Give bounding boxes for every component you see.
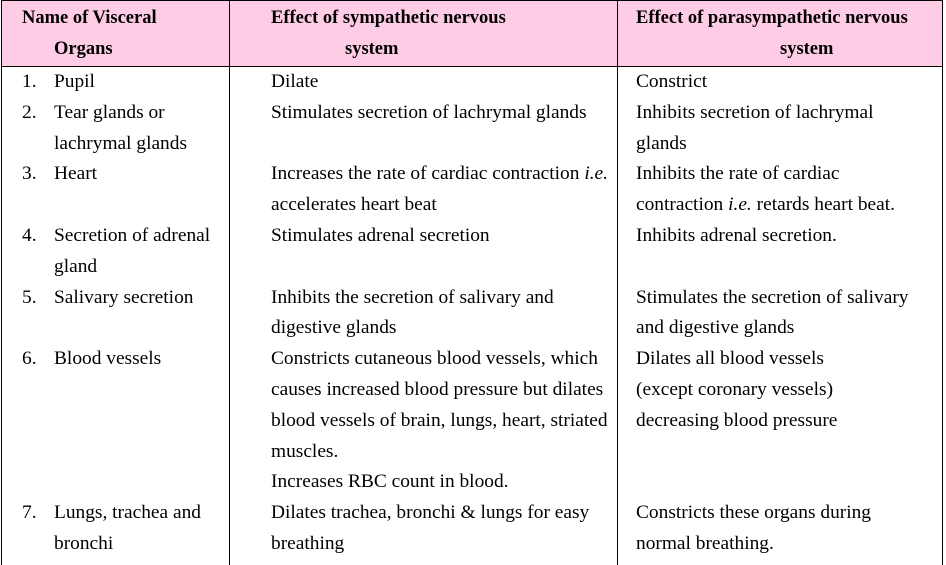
parasympathetic-line: Dilates all blood vessels	[636, 348, 824, 370]
organ-line: Blood vessels	[54, 348, 162, 370]
header-line: system	[780, 39, 834, 59]
organ-name	[54, 283, 229, 314]
sympathetic-text: Increases the rate of cardiac contraction	[271, 163, 580, 185]
parasympathetic-line: normal breathing.	[636, 532, 774, 554]
parasympathetic-effect-cell	[618, 344, 943, 498]
header-cell-organ	[2, 0, 230, 67]
organ-line: Salivary secretion	[54, 286, 194, 308]
header-line: Effect of parasympathetic nervous	[636, 8, 908, 28]
italic-abbreviation: i.e.	[584, 163, 609, 185]
sympathetic-line: Dilates trachea, bronchi & lungs for easy	[271, 502, 590, 524]
organ-name	[54, 159, 229, 190]
parasympathetic-effect-cell	[618, 67, 943, 98]
header-row	[2, 0, 943, 67]
row-number: 2.	[22, 101, 37, 123]
table-row	[2, 98, 943, 160]
row-number: 6.	[22, 348, 37, 370]
sympathetic-line: blood vessels of brain, lungs, heart, striated	[271, 409, 608, 431]
organ-line: lachrymal glands	[54, 132, 187, 154]
parasympathetic-effect-cell	[618, 159, 943, 221]
organ-line: Lungs, trachea and	[54, 502, 201, 524]
organ-cell	[2, 98, 230, 160]
table-row	[2, 221, 943, 283]
organ-cell	[2, 159, 230, 221]
parasympathetic-effect-cell	[618, 98, 943, 160]
sympathetic-effect-cell	[230, 67, 618, 98]
organ-name	[54, 498, 229, 560]
parasympathetic-line: Inhibits the rate of cardiac	[636, 163, 840, 185]
organ-line: Heart	[54, 163, 98, 185]
parasympathetic-text: contraction	[636, 194, 724, 216]
sympathetic-line: muscles.	[271, 440, 339, 462]
organ-line: bronchi	[54, 532, 114, 554]
parasympathetic-line: decreasing blood pressure	[636, 409, 838, 431]
sympathetic-line: Increases RBC count in blood.	[271, 471, 509, 493]
parasympathetic-line: glands	[636, 132, 687, 154]
organ-line: Secretion of adrenal	[54, 224, 211, 246]
organ-cell	[2, 344, 230, 498]
sympathetic-line	[271, 159, 617, 190]
header-cell-sympathetic	[230, 0, 618, 67]
table-row	[2, 498, 943, 560]
parasympathetic-effect-cell	[618, 498, 943, 560]
sympathetic-effect-cell	[230, 159, 618, 221]
row-number: 3.	[22, 163, 37, 185]
parasympathetic-line	[636, 190, 942, 221]
parasympathetic-line: (except coronary vessels)	[636, 378, 834, 400]
sympathetic-line: accelerates heart beat	[271, 194, 437, 216]
organ-cell	[2, 221, 230, 283]
visceral-organs-effects-table	[1, 0, 943, 565]
parasympathetic-text: retards heart beat.	[756, 194, 896, 216]
sympathetic-line: Stimulates secretion of lachrymal glands	[271, 101, 587, 123]
organ-line: Tear glands or	[54, 101, 165, 123]
organ-line: gland	[54, 255, 98, 277]
parasympathetic-line: Stimulates the secretion of salivary	[636, 286, 909, 308]
organ-line: Pupil	[54, 71, 95, 92]
continuation-cell	[230, 560, 618, 565]
parasympathetic-effect-cell	[618, 283, 943, 345]
row-number: 7.	[22, 502, 37, 524]
parasympathetic-line: Inhibits adrenal secretion.	[636, 224, 837, 246]
sympathetic-line: Stimulates adrenal secretion	[271, 224, 490, 246]
row-number: 1.	[22, 71, 37, 92]
italic-abbreviation: i.e.	[728, 194, 752, 216]
organ-cell	[2, 498, 230, 560]
organ-name	[54, 67, 229, 98]
table-row	[2, 283, 943, 345]
sympathetic-effect-cell	[230, 98, 618, 160]
header-line: Name of Visceral	[22, 8, 157, 28]
parasympathetic-line: Constricts these organs during	[636, 502, 871, 524]
header-line: system	[345, 39, 399, 59]
sympathetic-line: causes increased blood pressure but dilates	[271, 378, 604, 400]
table-row	[2, 159, 943, 221]
organ-name	[54, 221, 229, 283]
sympathetic-effect-cell	[230, 498, 618, 560]
organ-name	[54, 98, 229, 160]
organ-cell	[2, 67, 230, 98]
table-row	[2, 344, 943, 498]
header-line: Organs	[54, 39, 113, 59]
organ-cell	[2, 283, 230, 345]
continuation-cell	[618, 560, 943, 565]
sympathetic-effect-cell	[230, 221, 618, 283]
sympathetic-line: Constricts cutaneous blood vessels, which	[271, 348, 598, 370]
row-number: 5.	[22, 286, 37, 308]
parasympathetic-effect-cell	[618, 221, 943, 283]
sympathetic-line: Dilate	[271, 71, 319, 92]
table-continuation	[2, 560, 943, 565]
row-number: 4.	[22, 224, 37, 246]
sympathetic-line: digestive glands	[271, 317, 397, 339]
continuation-cell	[2, 560, 230, 565]
sympathetic-effect-cell	[230, 283, 618, 345]
organ-name	[54, 344, 229, 375]
table-row	[2, 67, 943, 98]
header-line: Effect of sympathetic nervous	[271, 8, 506, 28]
sympathetic-line: Inhibits the secretion of salivary and	[271, 286, 554, 308]
parasympathetic-line: Constrict	[636, 71, 708, 92]
parasympathetic-line: and digestive glands	[636, 317, 795, 339]
parasympathetic-line: Inhibits secretion of lachrymal	[636, 101, 874, 123]
sympathetic-effect-cell	[230, 344, 618, 498]
sympathetic-line: breathing	[271, 532, 345, 554]
header-cell-parasympathetic	[618, 0, 943, 67]
